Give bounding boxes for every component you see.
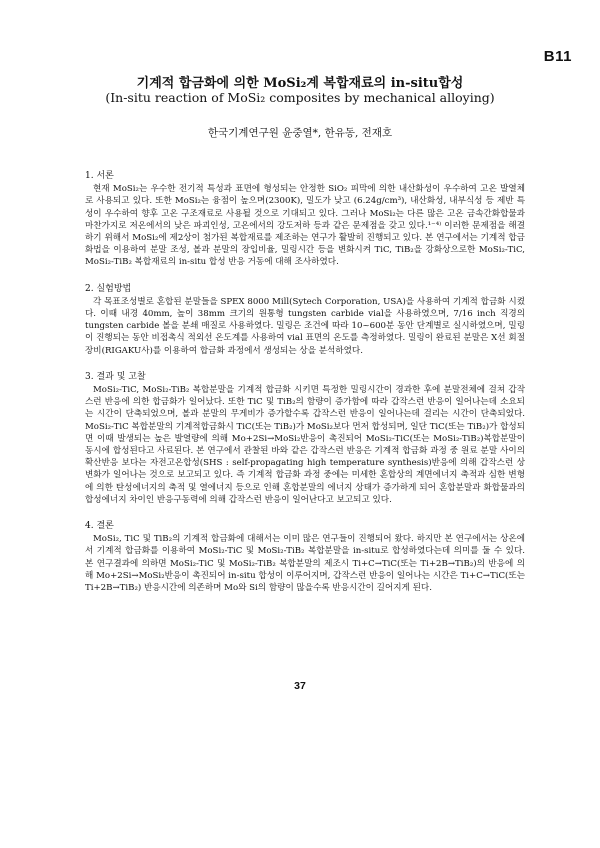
section-paragraph: MoSi₂-TiC, MoSi₂-TiB₂ 복합분말을 기계적 합금화 시키면 특정한 밀링시간이 경과한 후에 분말전체에 걸쳐 갑작스런 반응에 의한 합금화가 일어났다. 또한 TiC 및 TiB₂의 함량이 증가함에 따라 갑작스런 반응이 일어나는데 소요되는 시간이 단축되었으며, 볼과 분말의 무게비가 증가할수록 갑작스런 반응이 일어나는데 걸리는 시간이 단축되었다. MoSi₂-TiC 복합분말의 기계적합금화시 TiC(또는 TiB₂)가 MoSi₂보다 먼저 합성되며, 일단 TiC(또는 TiB₂)가 합성되면 이때 발생되는 높은 발열량에 의해 Mo+2Si→MoSi₂반응이 촉진되어 MoSi₂-TiC(또는 MoSi₂-TiB₂)복합분말이 동시에 합성된다고 사료된다. 본 연구에서 관찰된 바와 같은 갑작스런 반응은 기계적 합금화 과정 중 원료 분말 사이의 확산반응 보다는 자전고온합성(SHS : self-propagating high temperature synthesis)반응에 의해 갑작스런 상변화가 일어나는 것으로 보고되고 있다. 즉 기계적 합금화 과정 중에는 미세한 혼합상의 계면에너지 축적과 심한 변형에 의한 탄성에너지의 축적 및 열에너지 등으로 인해 혼합분말의 에너지 상태가 증가하게 되어 혼합분말과 화합물과의 합성에너지 차이인 반응구동력에 의해 갑작스런 반응이 일어난다고 보고되고 있다. <box>85 385 525 505</box>
section-heading: 2. 실험방법 <box>85 283 132 294</box>
author-line: 한국기계연구원 윤중열*, 한유동, 전재호 <box>207 127 393 139</box>
section-results <box>85 371 525 506</box>
section-conclusion <box>85 520 525 594</box>
section-heading: 3. 결과 및 고찰 <box>85 371 146 382</box>
section-paragraph: 각 목표조성별로 혼합된 분말들을 SPEX 8000 Mill(Sytech Corporation, USA)을 사용하여 기계적 합금화 시켰다. 이때 내경 40mm, 높이 38mm 크기의 원통형 tungsten carbide vial을 사용하였으며, 7/16 inch 직경의 tungsten carbide 볼을 분쇄 매질로 사용하였다. 밀링은 조건에 따라 10~600분 동안 단계별로 실시하였으며, 밀링이 진행되는 동안 비접촉식 적외선 온도계를 사용하여 vial 표면의 온도를 측정하였다. 밀링이 완료된 분말은 X선 회절장비(RIGAKU사)를 이용하여 합금화 과정에서 생성되는 상을 분석하였다. <box>85 296 525 356</box>
section-heading: 1. 서론 <box>85 171 114 181</box>
paper-title-korean: 기계적 합금화에 의한 MoSi₂계 복합재료의 in-situ합성 <box>136 76 464 91</box>
section-paragraph: 현재 MoSi₂는 우수한 전기적 특성과 표면에 형성되는 안정한 SiO₂ 피막에 의한 내산화성이 우수하여 고온 발열체로 사용되고 있다. 또한 MoSi₂는 융점이 높으며(2300K), 밀도가 낮고 (6.24g/cm³), 내산화성, 내부식성 등 제반 특성이 우수하여 향후 고온 구조재료로 사용될 것으로 기대되고 있다. 그러나 MoSi₂는 다른 많은 고온 금속간화합물과 마찬가지로 저온에서의 낮은 파괴인성, 고온에서의 강도저하 등과 같은 문제점을 갖고 있다.¹⁻⁴⁾ 이러한 문제점을 해결하기 위해서 MoSi₂에 제2상이 첨가된 복합재료를 제조하는 연구가 활발히 진행되고 있다. 본 연구에서는 기계적 합금화법을 이용하여 분말 조성, 볼과 분말의 장입비율, 밀링시간 등을 변화시켜 TiC, TiB₂을 강화상으로한 MoSi₂-TiC, MoSi₂-TiB₂ 복합재료의 in-situ 합성 반응 거동에 대해 조사하였다. <box>85 184 525 268</box>
page-code: B11 <box>543 48 572 65</box>
paper-body <box>85 170 525 608</box>
paper-title-english: (In-situ reaction of MoSi₂ composites by mechanical alloying) <box>105 90 495 105</box>
section-heading: 4. 결론 <box>85 521 114 532</box>
section-methods <box>85 283 525 357</box>
page-number: 37 <box>294 680 306 692</box>
section-introduction <box>85 170 525 269</box>
section-paragraph: MoSi₂, TiC 및 TiB₂의 기계적 합금화에 대해서는 이미 많은 연구들이 진행되어 왔다. 하지만 본 연구에서는 상온에서 기계적 합금화를 이용하여 MoSi₂-TiC 및 MoSi₂-TiB₂ 복합분말을 in-situ로 합성하였다는데 의미를 둘 수 있다. 본 연구결과에 의하면 MoSi₂-TiC 및 MoSi₂-TiB₂ 복합분말의 제조시 Ti+C→TiC(또는 Ti+2B→TiB₂)의 반응에 의해 Mo+2Si→MoSi₂반응이 촉진되어 in-situ 합성이 이루어지며, 갑작스런 반응이 일어나는 시간은 Ti+C→TiC(또는 Ti+2B→TiB₂) 반응시간에 의존하며 Mo와 Si의 함량이 많을수록 반응시간이 길어지게 된다. <box>85 534 525 594</box>
